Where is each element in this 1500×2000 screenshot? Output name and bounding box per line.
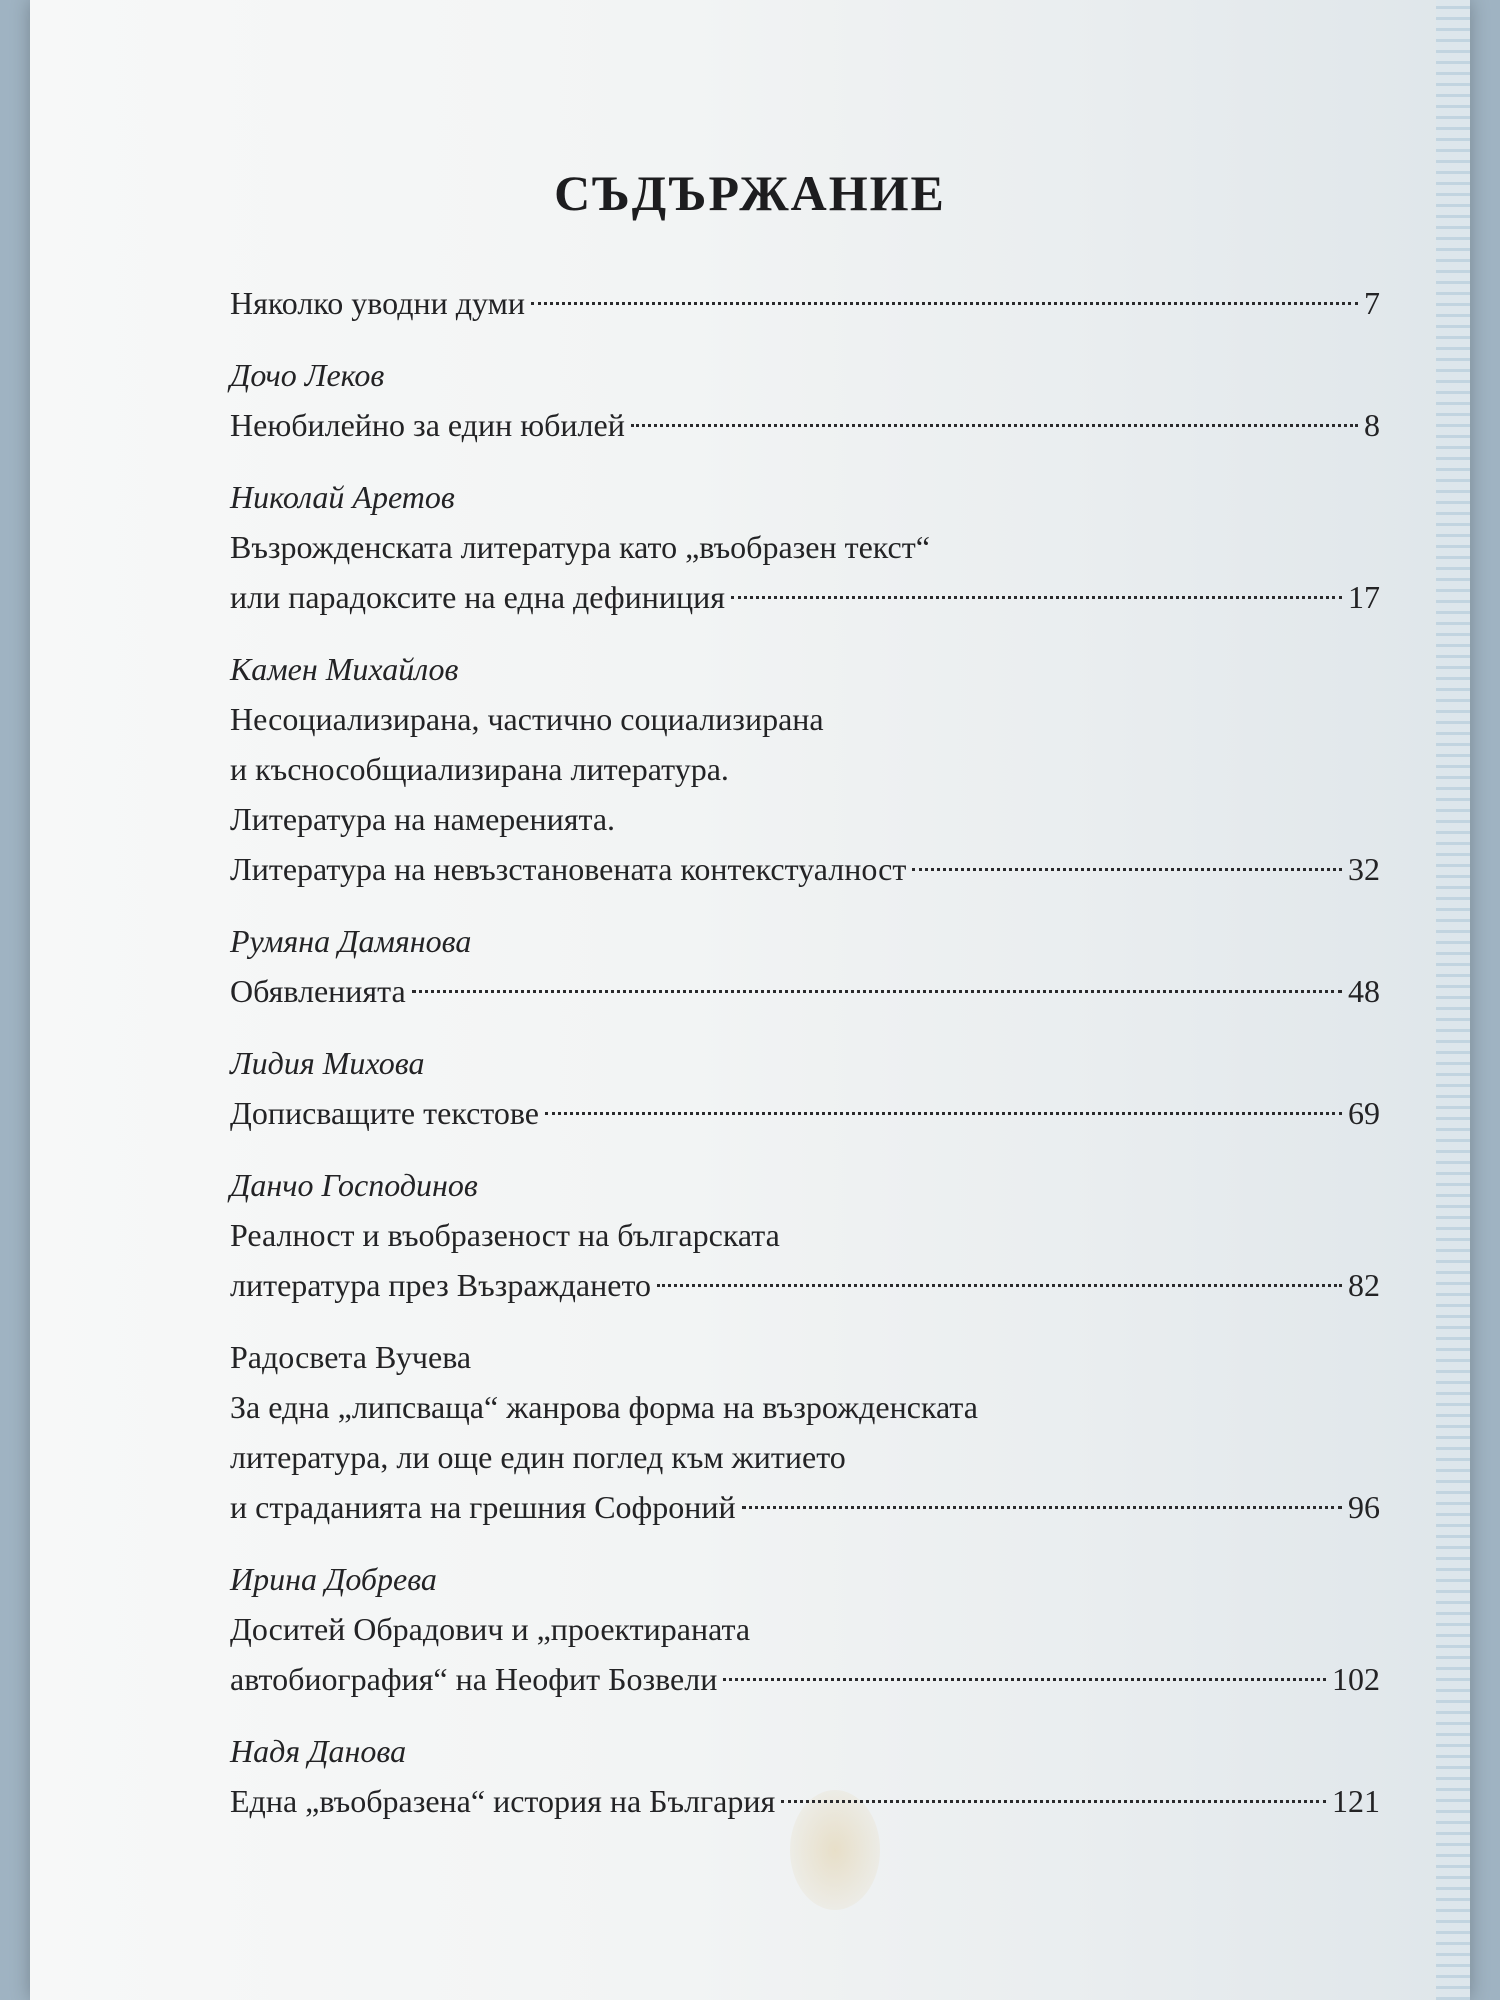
dot-leader [742, 1506, 1342, 1509]
entry-title-line [230, 1260, 1380, 1310]
toc-entry [230, 472, 1380, 622]
page-number: 48 [1348, 973, 1380, 1009]
entry-author: Радосвета Вучева [230, 1339, 472, 1375]
entry-author: Данчо Господинов [230, 1167, 478, 1203]
dot-leader [531, 302, 1358, 305]
entry-title-text: автобиография“ на Неофит Бозвели [230, 1661, 718, 1697]
toc-entry [230, 1332, 1380, 1532]
entry-title-text: и страданията на грешния Софроний [230, 1489, 736, 1525]
dot-leader [912, 868, 1342, 871]
dot-leader [631, 424, 1358, 427]
entry-title-line [230, 400, 1380, 450]
book-page [30, 0, 1470, 2000]
entry-title-line: Възрожденската литература като „въобразен текст“ [230, 529, 930, 565]
dot-leader [723, 1678, 1326, 1681]
page-number: 121 [1332, 1783, 1380, 1819]
entry-title-line: Несоциализирана, частично социализирана [230, 701, 824, 737]
next-page-edge [1436, 0, 1470, 2000]
toc-entry [230, 350, 1380, 450]
dot-leader [657, 1284, 1342, 1287]
toc-entry [230, 644, 1380, 894]
entry-author: Ирина Добрева [230, 1561, 437, 1597]
dot-leader [545, 1112, 1342, 1115]
entry-title-line [230, 844, 1380, 894]
entry-title-line: За една „липсваща“ жанрова форма на възрожденската [230, 1389, 978, 1425]
page-number: 69 [1348, 1095, 1380, 1131]
dot-leader [412, 990, 1342, 993]
page-number: 17 [1348, 579, 1380, 615]
entry-title-line: и къснособщиализирана литература. [230, 751, 729, 787]
entry-title-text: или парадоксите на една дефиниция [230, 579, 725, 615]
entry-title-line [230, 572, 1380, 622]
entry-author: Камен Михайлов [230, 651, 459, 687]
toc-entry [230, 1160, 1380, 1310]
toc-entry [230, 1554, 1380, 1704]
entry-title-text: Неюбилейно за един юбилей [230, 407, 625, 443]
entry-title-line: Литература на намеренията. [230, 801, 616, 837]
entry-author: Николай Аретов [230, 479, 455, 515]
page-number: 82 [1348, 1267, 1380, 1303]
entry-title-text: Обявленията [230, 973, 406, 1009]
page-title: СЪДЪРЖАНИЕ [554, 164, 946, 221]
entry-author: Румяна Дамянова [230, 923, 472, 959]
entry-title-line [230, 1088, 1380, 1138]
toc-entry [230, 1726, 1380, 1826]
entry-title-line: Доситей Обрадович и „проектираната [230, 1611, 751, 1647]
entry-title-line [230, 1654, 1380, 1704]
entry-author: Дочо Леков [230, 357, 385, 393]
entry-author: Надя Данова [230, 1733, 407, 1769]
toc-entry [230, 916, 1380, 1016]
toc-entry [230, 1038, 1380, 1138]
page-number: 8 [1364, 407, 1380, 443]
entry-title-line [230, 278, 1380, 328]
entry-title-line [230, 966, 1380, 1016]
toc-entry [230, 278, 1380, 328]
page-number: 32 [1348, 851, 1380, 887]
entry-title-text: литература през Възраждането [230, 1267, 651, 1303]
entry-title-line [230, 1482, 1380, 1532]
table-of-contents [230, 278, 1380, 1848]
entry-title-line [230, 1776, 1380, 1826]
page-number: 96 [1348, 1489, 1380, 1525]
entry-title-text: Няколко уводни думи [230, 285, 525, 321]
entry-title-text: Дописващите текстове [230, 1095, 539, 1131]
page-number: 7 [1364, 285, 1380, 321]
dot-leader [731, 596, 1342, 599]
entry-title-text: Литература на невъзстановената контекстуалност [230, 851, 907, 887]
entry-title-text: Една „въобразена“ история на България [230, 1783, 776, 1819]
entry-title-line: Реалност и въобразеност на българската [230, 1217, 780, 1253]
dot-leader [781, 1800, 1326, 1803]
entry-title-line: литература, ли още един поглед към житието [230, 1439, 846, 1475]
entry-author: Лидия Михова [230, 1045, 425, 1081]
page-number: 102 [1332, 1661, 1380, 1697]
